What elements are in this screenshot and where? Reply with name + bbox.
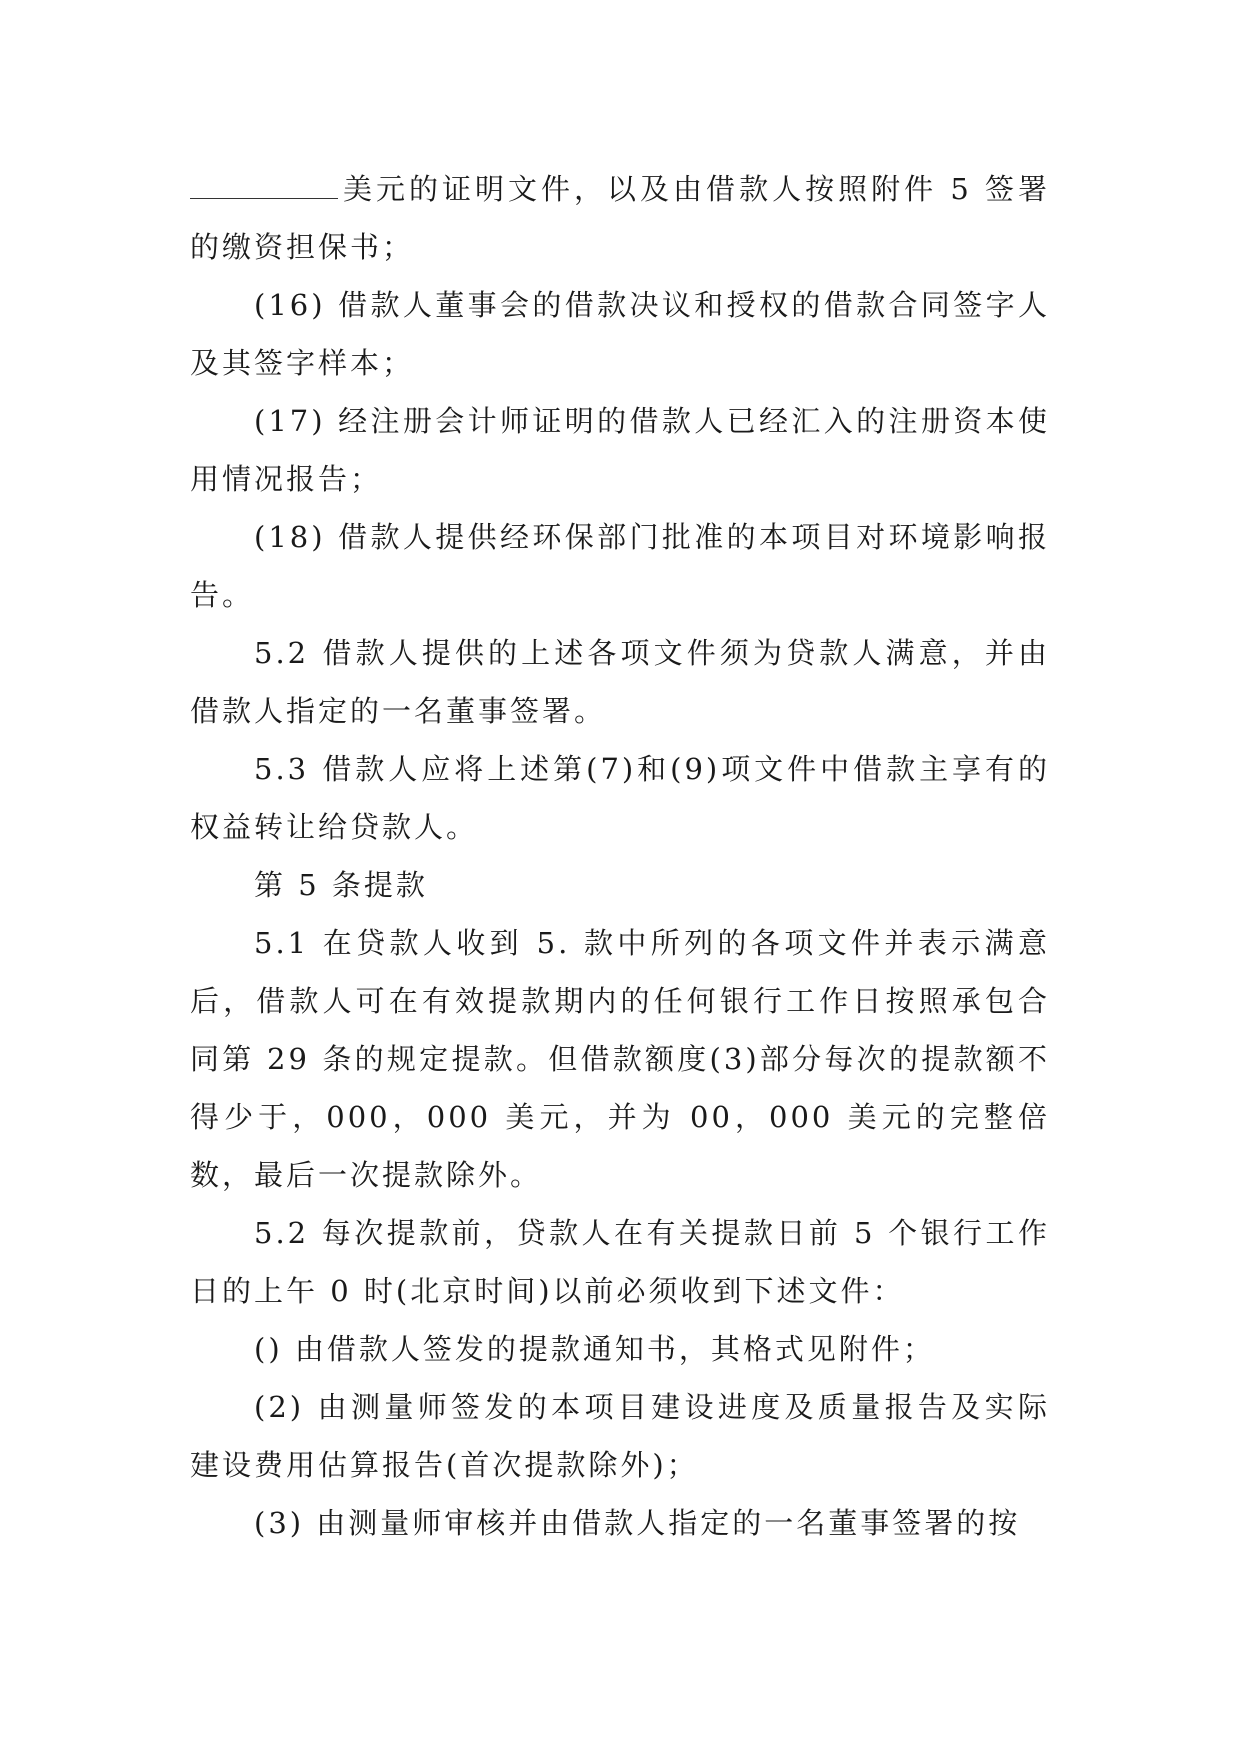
paragraph-clause-5-2: 5.2 借款人提供的上述各项文件须为贷款人满意，并由借款人指定的一名董事签署。 <box>190 636 1050 728</box>
paragraph-drawdown-5-2: 5.2 每次提款前，贷款人在有关提款日前 5 个银行工作日的上午 0 时(北京时间)以前必须收到下述文件： <box>190 1216 1050 1308</box>
paragraph-clause-5-3: 5.3 借款人应将上述第(7)和(9)项文件中借款主享有的权益转让给贷款人。 <box>190 752 1050 844</box>
document-body <box>190 160 1050 1552</box>
paragraph-item-3: (3) 由测量师审核并由借款人指定的一名董事签署的按 <box>254 1506 1021 1540</box>
paragraph-item-2: (2) 由测量师签发的本项目建设进度及质量报告及实际建设费用估算报告(首次提款除外)； <box>190 1390 1050 1482</box>
paragraph-item-16: (16) 借款人董事会的借款决议和授权的借款合同签字人及其签字样本； <box>190 288 1050 380</box>
paragraph-item-17: (17) 经注册会计师证明的借款人已经汇入的注册资本使用情况报告； <box>190 404 1050 496</box>
paragraph-item-1: () 由借款人签发的提款通知书，其格式见附件； <box>254 1332 935 1366</box>
section-heading-article-5: 第 5 条提款 <box>254 868 428 902</box>
fill-in-blank <box>190 176 338 199</box>
paragraph-item-18: (18) 借款人提供经环保部门批准的本项目对环境影响报告。 <box>190 520 1050 612</box>
paragraph-drawdown-5-1: 5.1 在贷款人收到 5. 款中所列的各项文件并表示满意后，借款人可在有效提款期内的任何银行工作日按照承包合同第 29 条的规定提款。但借款额度(3)部分每次的提款额不得少于，000，000 美元，并为 00，000 美元的完整倍数，最后一次提款除外。 <box>190 926 1050 1192</box>
paragraph-capital-proof <box>190 160 1050 276</box>
paragraph-text: 美元的证明文件，以及由借款人按照附件 5 签署的缴资担保书； <box>190 172 1050 264</box>
